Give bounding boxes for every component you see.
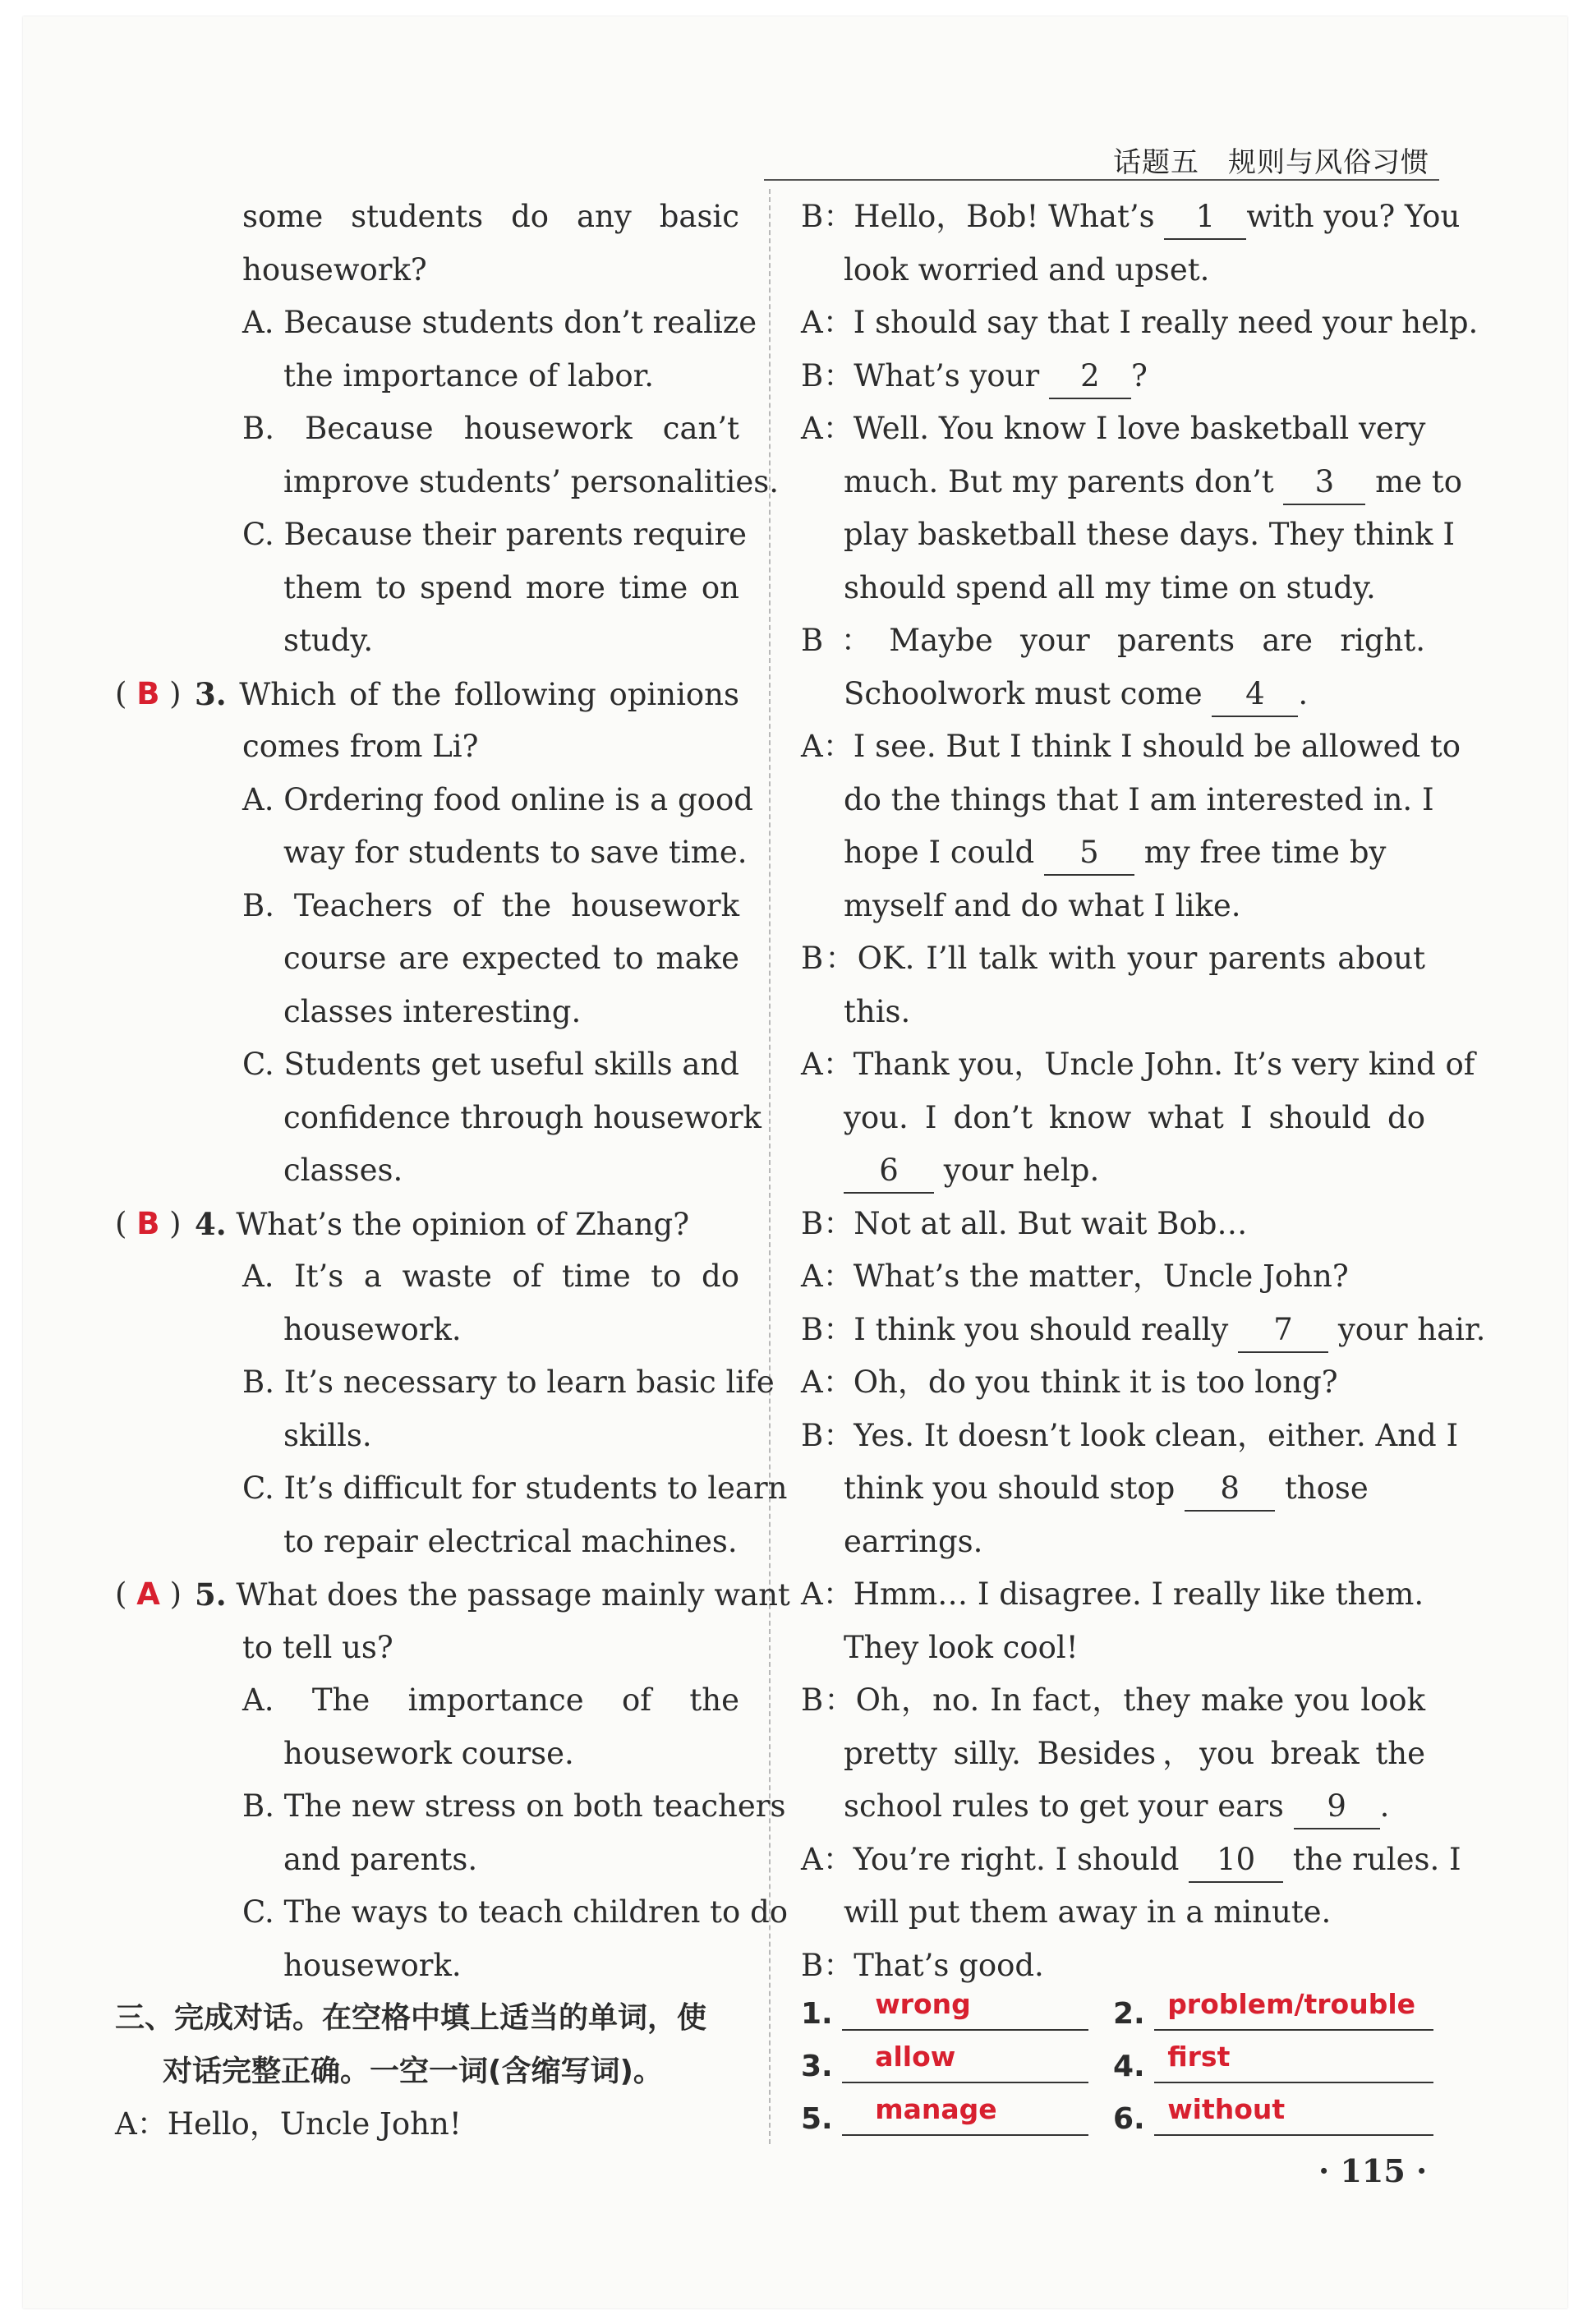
q5-option-c: housework. [283,1947,462,1983]
blank-10[interactable]: 10 [1189,1838,1283,1883]
q4-answer: B [136,1205,160,1241]
dialogue-line: A：Oh，do you think it is too long? [801,1364,1338,1400]
dialogue-line: A：Thank you，Uncle John. It’s very kind of [801,1047,1475,1082]
q2-option-c: study. [283,623,374,658]
topic-header: 话题五 规则与风俗习惯 [1113,146,1429,179]
answer-key [801,1988,1442,2146]
dialogue-line: you. I don’t know what I should do [844,1099,1425,1135]
answer-number: 4. [1113,2050,1145,2083]
blank-1[interactable]: 1 [1164,196,1246,240]
blank-2[interactable]: 2 [1049,355,1131,399]
dialogue-line: myself and do what I like. [844,887,1241,923]
page-number: · 115 · [1318,2152,1428,2189]
q4-option-a: housework. [283,1311,462,1347]
q3-option-c: C. Students get useful skills and [242,1047,739,1082]
answer-number: 3. [801,2050,833,2083]
dialogue-line: play basketball these days. They think I [844,517,1455,552]
dialogue-text: ? [1130,357,1148,393]
dialogue-line [801,350,1425,403]
q2-continued: housework? [242,251,427,288]
q5-option-b: B. The new stress on both teachers [242,1788,786,1824]
q4-option-b: skills. [283,1417,372,1453]
dialogue-text: your help. [943,1153,1100,1188]
q2-option-b: improve students’ personalities. [283,463,780,499]
q5-number: 5. [195,1576,227,1613]
q2-option-c: C. Because their parents require [242,517,748,552]
dialogue-line: A：Hmm… I disagree. I really like them. [801,1576,1424,1612]
dialogue-line: B：Yes. It doesn’t look clean，either. And I [801,1417,1459,1453]
dialogue-line: A：Hello，Uncle John! [115,2106,462,2142]
q3-option-b: B. Teachers of the housework [242,887,739,923]
q4-option-b: B. It’s necessary to learn basic life [242,1364,775,1400]
dialogue-text: A：You’re right. I should [801,1841,1180,1877]
dialogue-text: school rules to get your ears [844,1788,1284,1824]
answer-number: 6. [1113,2102,1145,2136]
dialogue-text: hope I could [844,835,1035,870]
dialogue-line: B：Maybe your parents are right. [801,623,1425,658]
q2-option-c: them to spend more time on [283,569,739,605]
dialogue-line [801,1144,1425,1198]
section-3-title: 对话完整正确。一空一词(含缩写词)。 [163,2054,663,2088]
q3-option-b: course are expected to make [283,941,739,976]
dialogue-line: A：Well. You know I love basketball very [801,411,1426,446]
answer-word: without [1154,2093,1433,2136]
dialogue-line [801,1304,1486,1357]
answer-number: 2. [1113,1997,1145,2031]
blank-9[interactable]: 9 [1294,1785,1380,1829]
q4-answer-box: ( B ) [115,1205,182,1241]
answer-item [1113,2041,1433,2083]
dialogue-text: B：Hello，Bob! What’s [801,199,1155,234]
blank-7[interactable]: 7 [1238,1309,1328,1353]
q5-text: What does the passage mainly want [236,1577,790,1613]
q5-option-c: C. The ways to teach children to do [242,1894,789,1930]
blank-3[interactable]: 3 [1283,461,1365,505]
dialogue-line [801,1780,1425,1834]
answer-word: manage [842,2093,1088,2136]
answer-word: problem/trouble [1154,1988,1433,2031]
q5-answer-box: ( A ) [115,1576,182,1612]
dialogue-line: B：OK. I’ll talk with your parents about [801,941,1425,976]
answer-row [801,2041,1442,2093]
q5-option-a: A. The importance of the [242,1682,739,1718]
dialogue-text: those [1284,1470,1369,1506]
dialogue-line: B：Not at all. But wait Bob… [801,1205,1248,1241]
dialogue-text: much. But my parents don’t [844,463,1274,499]
dialogue-line: A：I see. But I think I should be allowed to [801,729,1461,764]
q3-option-a: A. Ordering food online is a good [242,781,753,817]
q3-option-c: classes. [283,1153,403,1188]
answer-row [801,1988,1442,2041]
blank-6[interactable]: 6 [844,1149,934,1194]
header-rule [764,179,1439,181]
dialogue-line: B：That’s good. [801,1947,1044,1983]
dialogue-line: look worried and upset. [844,251,1210,288]
dialogue-text: my free time by [1143,835,1387,870]
answer-number: 5. [801,2102,833,2136]
q5-answer: A [136,1576,160,1612]
dialogue-line [801,1834,1461,1887]
dialogue-text: Schoolwork must come [844,675,1203,711]
q2-option-a: the importance of labor. [283,357,655,393]
answer-number: 1. [801,1997,833,2031]
dialogue-line [801,191,1461,244]
q5-stem [115,1568,790,1622]
dialogue-line [801,1462,1425,1516]
dialogue-line: They look cool! [844,1629,1079,1665]
answer-item [801,2093,1088,2136]
q3-number: 3. [195,675,227,712]
blank-8[interactable]: 8 [1185,1467,1275,1512]
left-column [115,191,790,2151]
dialogue-line: A：What’s the matter，Uncle John? [801,1259,1349,1294]
q2-continued: some students do any basic [242,199,739,234]
q5-option-b: and parents. [283,1841,478,1877]
dialogue-line [801,456,1463,509]
answer-word: allow [842,2041,1088,2083]
dialogue-line: B：Oh，no. In fact，they make you look [801,1682,1425,1718]
dialogue-text: . [1298,675,1309,711]
q4-option-a: A. It’s a waste of time to do [242,1259,739,1294]
dialogue-line: A：I should say that I really need your help. [801,305,1479,340]
q5-stem: to tell us? [242,1629,393,1665]
dialogue-text: B：What’s your [801,357,1040,393]
answer-item [801,1988,1088,2031]
q4-option-c: to repair electrical machines. [283,1523,738,1559]
q3-option-b: classes interesting. [283,993,582,1029]
dialogue-text: . [1379,1788,1390,1824]
q4-option-c: C. It’s difficult for students to learn [242,1470,788,1506]
q3-stem [115,668,739,721]
q2-option-b: B. Because housework can’t [242,411,739,446]
dialogue-text: think you should stop [844,1470,1176,1506]
dialogue-line: this. [844,993,911,1029]
right-column [801,191,1486,1992]
answer-item [801,2041,1088,2083]
dialogue-text: me to [1375,463,1463,499]
answer-word: wrong [842,1988,1088,2031]
answer-item [1113,2093,1433,2136]
dialogue-line: do the things that I am interested in. I [844,781,1434,817]
q4-stem [115,1198,739,1251]
q4-text: What’s the opinion of Zhang? [236,1206,690,1242]
dialogue-text: your hair. [1337,1311,1486,1347]
dialogue-text: B：I think you should really [801,1311,1229,1347]
q3-stem: comes from Li? [242,729,479,764]
dialogue-line: will put them away in a minute. [844,1894,1332,1930]
answer-word: first [1154,2041,1433,2083]
q5-option-a: housework course. [283,1735,574,1771]
q3-answer: B [136,675,160,711]
dialogue-line: earrings. [844,1523,983,1559]
q4-number: 4. [195,1205,227,1242]
q3-option-a: way for students to save time. [283,835,748,870]
answer-item [1113,1988,1433,2031]
dialogue-line [801,668,1425,721]
dialogue-line [801,826,1425,880]
q2-option-a: A. Because students don’t realize [242,305,757,340]
blank-4[interactable]: 4 [1212,673,1298,717]
blank-5[interactable]: 5 [1044,831,1134,876]
dialogue-line: should spend all my time on study. [844,569,1376,605]
q3-option-c: confidence through housework [283,1099,761,1135]
dialogue-text: the rules. I [1292,1841,1461,1877]
dialogue-text: with you? You [1246,199,1461,234]
answer-row [801,2093,1442,2146]
q3-text: Which of the following opinions [239,676,740,712]
section-3-title: 三、完成对话。在空格中填上适当的单词，使 [115,2001,707,2035]
q3-answer-box: ( B ) [115,675,182,711]
dialogue-line: pretty silly. Besides，you break the [844,1735,1425,1771]
